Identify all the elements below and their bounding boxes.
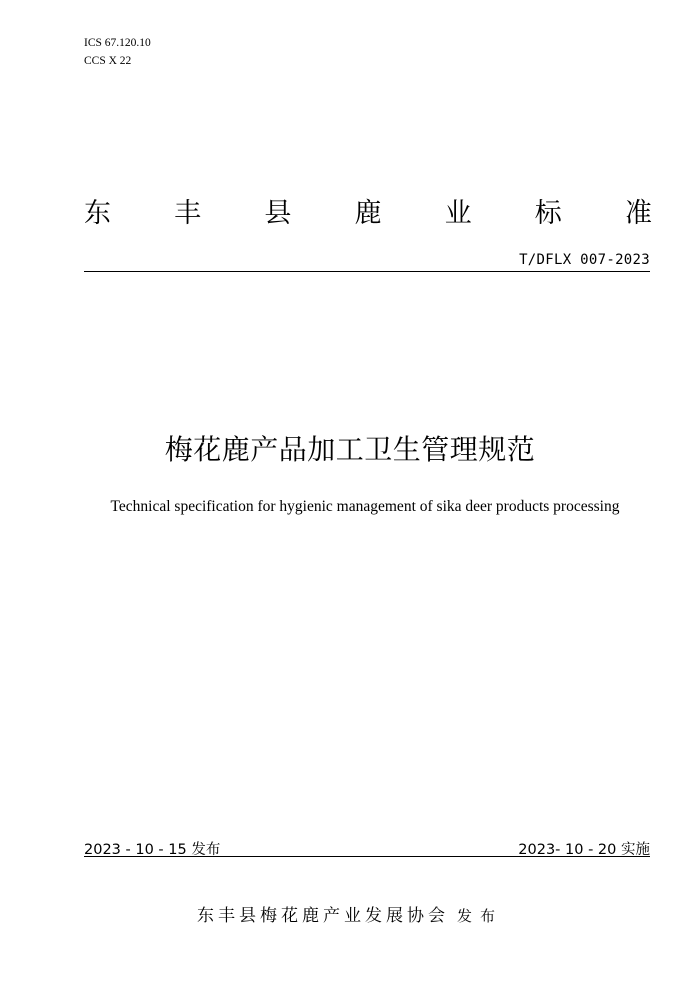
issuer-line — [0, 901, 700, 926]
document-title-chinese: 梅花鹿产品加工卫生管理规范 — [164, 433, 536, 466]
implementation-date: 2023- 10 - 20 实施 — [518, 842, 650, 858]
issuing-organization: 东丰县梅花鹿产业发展协会 — [196, 906, 449, 926]
publish-date: 2023 - 10 - 15 发布 — [84, 842, 221, 858]
bottom-divider — [84, 856, 650, 857]
document-title-english: Technical specification for hygienic management of sika deer products processing — [110, 498, 620, 515]
standard-type-char: 标 — [534, 198, 562, 229]
standard-number: T/DFLX 007-2023 — [519, 252, 650, 268]
standard-type-char: 东 — [84, 198, 111, 229]
standard-type-char: 县 — [264, 198, 292, 229]
standard-type-char: 鹿 — [354, 198, 382, 229]
standard-type-char: 业 — [444, 198, 472, 229]
top-divider — [84, 271, 650, 272]
standard-type-char: 丰 — [174, 198, 202, 229]
standard-type-char: 准 — [624, 198, 652, 229]
standard-type-heading — [84, 196, 652, 232]
ccs-code: CCS X 22 — [84, 55, 132, 67]
ics-code: ICS 67.120.10 — [84, 37, 151, 49]
issue-action: 发布 — [456, 907, 503, 925]
